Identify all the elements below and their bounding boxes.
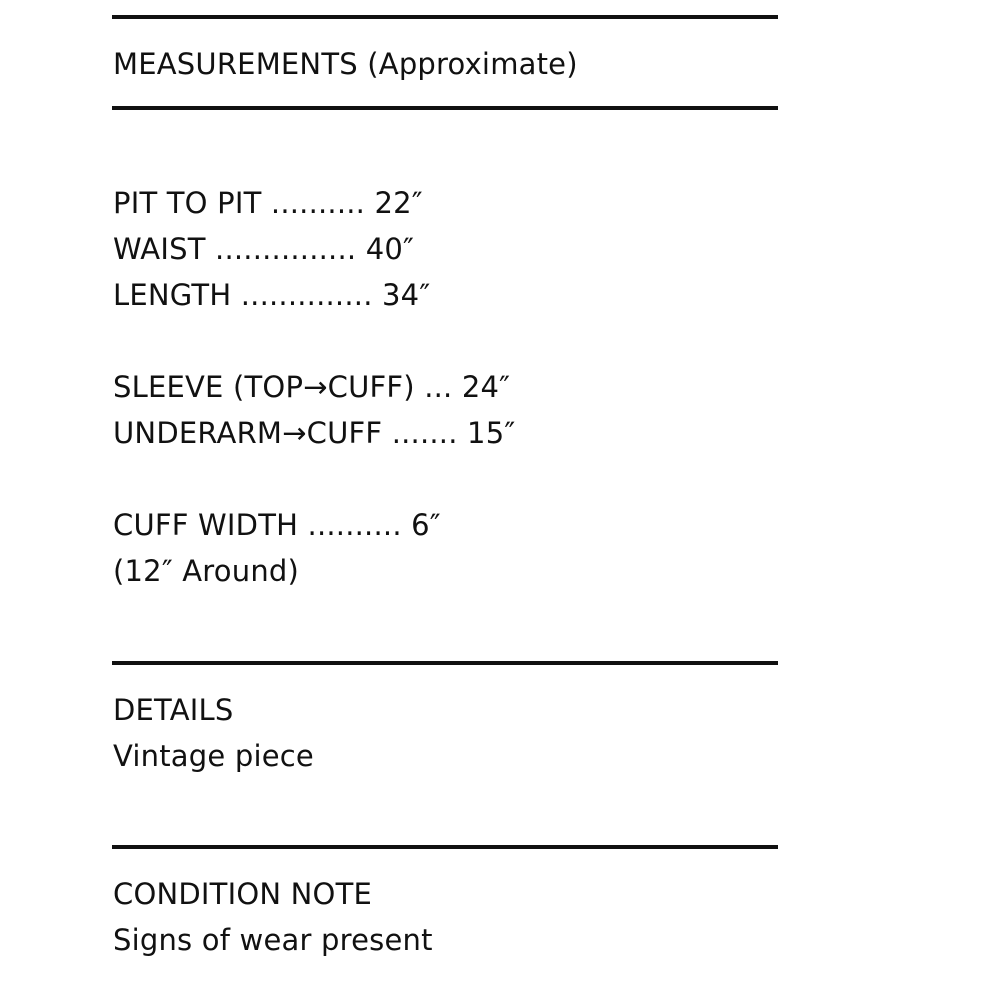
measurement-pit-to-pit: PIT TO PIT .......... 22″ [113, 186, 423, 220]
details-heading: DETAILS [113, 693, 234, 727]
condition-heading: CONDITION NOTE [113, 877, 373, 911]
details-text: Vintage piece [113, 739, 314, 773]
divider-measurements [112, 106, 778, 110]
measurement-sleeve: SLEEVE (TOP→CUFF) ... 24″ [113, 370, 511, 404]
divider-details [112, 661, 778, 665]
divider-top [112, 15, 778, 19]
measurement-length: LENGTH .............. 34″ [113, 278, 431, 312]
divider-condition [112, 845, 778, 849]
measurement-waist: WAIST ............... 40″ [113, 232, 415, 266]
measurements-heading: MEASUREMENTS (Approximate) [113, 47, 578, 81]
measurement-underarm: UNDERARM→CUFF ....... 15″ [113, 416, 516, 450]
measurement-cuff-around: (12″ Around) [113, 554, 300, 588]
measurement-cuff-width: CUFF WIDTH .......... 6″ [113, 508, 441, 542]
condition-text: Signs of wear present [113, 923, 433, 957]
